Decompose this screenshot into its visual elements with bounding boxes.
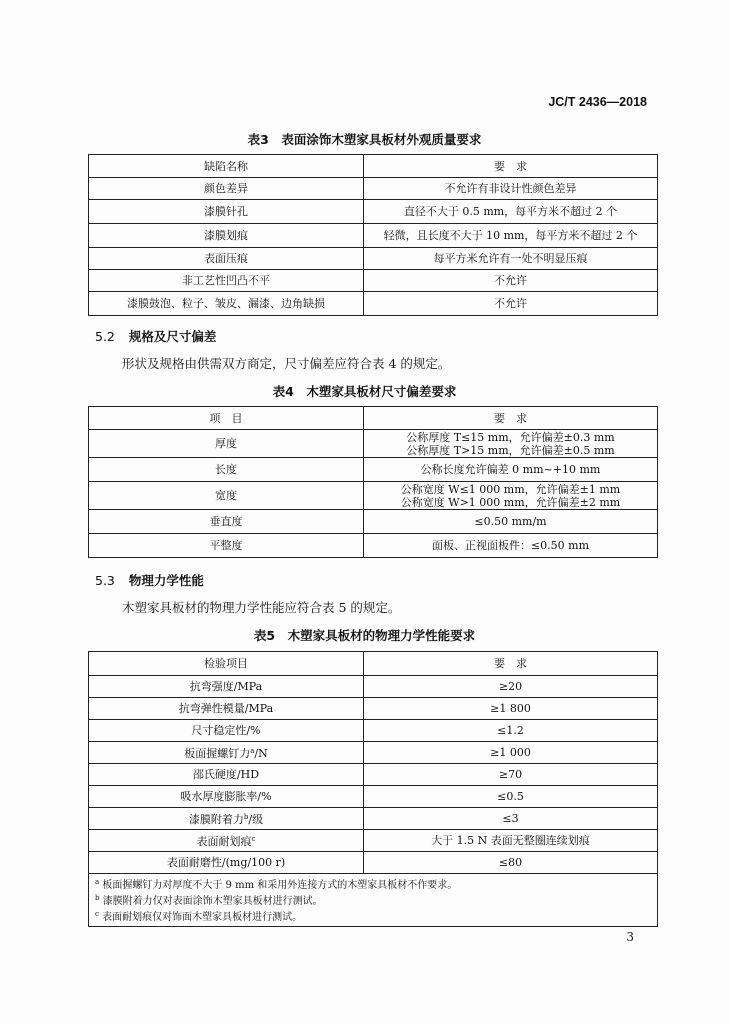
table5-col1-header: 检验项目 — [89, 652, 364, 676]
table3-header-row — [89, 155, 658, 178]
table-row — [89, 720, 658, 742]
table4 — [88, 406, 658, 558]
table5-cell: 大于 1.5 N 表面无整圈连续划痕 — [364, 830, 658, 852]
table5-cell: 表面耐磨性/(mg/100 r) — [89, 852, 364, 874]
footnote-mark: c — [95, 910, 99, 918]
section-5-2-text: 形状及规格由供需双方商定，尺寸偏差应符合表 4 的规定。 — [122, 356, 451, 371]
footnote-mark: a — [250, 747, 255, 755]
table4-cell: 平整度 — [89, 534, 364, 558]
table-row — [89, 808, 658, 830]
table5-cell: ≤3 — [364, 808, 658, 830]
table5-header-row — [89, 652, 658, 676]
table5-cell: ≥1 000 — [364, 742, 658, 764]
table-row — [89, 786, 658, 808]
table5-cell: 邵氏硬度/HD — [89, 764, 364, 786]
table5-item-name: 板面握螺钉力 — [184, 747, 251, 760]
table3-cell: 非工艺性凹凸不平 — [89, 270, 364, 292]
footnote-mark: a — [95, 878, 100, 886]
table5-note — [95, 892, 651, 908]
table5-cell: ≤80 — [364, 852, 658, 874]
table4-caption: 表4 木塑家具板材尺寸偏差要求 — [272, 384, 457, 399]
table5-cell: ≤1.2 — [364, 720, 658, 742]
table3-cell: 直径不大于 0.5 mm，每平方米不超过 2 个 — [364, 200, 658, 224]
table5-cell: ≥20 — [364, 676, 658, 698]
table3-cell: 不允许有非设计性颜色差异 — [364, 178, 658, 200]
table4-req-line: 公称厚度 T>15 mm，允许偏差±0.5 mm — [406, 443, 615, 457]
table5-cell: 尺寸稳定性/% — [89, 720, 364, 742]
table5-caption: 表5 木塑家具板材的物理力学性能要求 — [253, 628, 476, 643]
table3-cell: 漆膜针孔 — [89, 200, 364, 224]
table3-cell: 轻微，且长度不大于 10 mm，每平方米不超过 2 个 — [364, 224, 658, 248]
table3-cell: 漆膜鼓泡、粒子、皱皮、漏漆、边角缺损 — [89, 292, 364, 316]
table3-caption: 表3 表面涂饰木塑家具板材外观质量要求 — [247, 132, 482, 147]
table5-item-unit: /级 — [248, 813, 264, 826]
table-row — [89, 270, 658, 292]
table4-cell — [364, 430, 658, 458]
table3-cell: 不允许 — [364, 270, 658, 292]
section-5-2-heading — [95, 327, 216, 345]
table4-cell: 厚度 — [89, 430, 364, 458]
section-title: 规格及尺寸偏差 — [128, 329, 217, 344]
table3-cell: 不允许 — [364, 292, 658, 316]
note-text: 板面握螺钉力对厚度不大于 9 mm 和采用外连接方式的木塑家具板材不作要求。 — [102, 880, 458, 891]
table5-cell — [89, 742, 364, 764]
table-row — [89, 430, 658, 458]
table4-header-row — [89, 407, 658, 430]
table-row — [89, 224, 658, 248]
table5-cell: 抗弯弹性模量/MPa — [89, 698, 364, 720]
table-row — [89, 852, 658, 874]
section-number: 5.3 — [95, 573, 115, 588]
table5-item-name: 表面耐划痕 — [196, 835, 252, 848]
table5-cell: ≥1 800 — [364, 698, 658, 720]
table-row — [89, 742, 658, 764]
table-row — [89, 534, 658, 558]
table-row — [89, 292, 658, 316]
table4-cell: 面板、正视面板件：≤0.50 mm — [364, 534, 658, 558]
table3 — [88, 154, 658, 316]
table3-cell: 颜色差异 — [89, 178, 364, 200]
table5-cell — [89, 808, 364, 830]
section-title: 物理力学性能 — [128, 573, 204, 588]
table4-col2-header: 要 求 — [364, 407, 658, 430]
footnote-mark: c — [251, 835, 256, 843]
standard-number: JC/T 2436—2018 — [548, 95, 647, 109]
table4-col1-header: 项 目 — [89, 407, 364, 430]
table-row — [89, 248, 658, 270]
table3-col2-header: 要 求 — [364, 155, 658, 178]
table5-note — [95, 908, 651, 924]
section-5-3-heading — [95, 571, 204, 589]
table4-cell: 宽度 — [89, 482, 364, 510]
table-row — [89, 764, 658, 786]
note-text: 漆膜附着力仅对表面涂饰木塑家具板材进行测试。 — [102, 896, 323, 907]
table5-cell: ≤0.5 — [364, 786, 658, 808]
table5-cell — [89, 830, 364, 852]
table4-req-line: 公称厚度 T≤15 mm，允许偏差±0.3 mm — [406, 430, 615, 444]
table3-col1-header: 缺陷名称 — [89, 155, 364, 178]
table5-notes-row — [89, 874, 658, 927]
table-row — [89, 676, 658, 698]
table-row — [89, 178, 658, 200]
table5-note — [95, 876, 651, 892]
table5-cell: 吸水厚度膨胀率/% — [89, 786, 364, 808]
table4-cell: 公称长度允许偏差 0 mm~+10 mm — [364, 458, 658, 482]
page-number: 3 — [626, 930, 634, 944]
table5-notes — [89, 874, 658, 927]
table4-cell: 垂直度 — [89, 510, 364, 534]
note-text: 表面耐划痕仅对饰面木塑家具板材进行测试。 — [102, 912, 303, 923]
table5 — [88, 651, 658, 927]
table-row — [89, 482, 658, 510]
table5-item-name: 漆膜附着力 — [188, 813, 244, 826]
table4-req-line: 公称宽度 W≤1 000 mm，允许偏差±1 mm — [400, 482, 621, 496]
table5-item-unit: /N — [254, 747, 268, 760]
table-row — [89, 200, 658, 224]
table5-cell: ≥70 — [364, 764, 658, 786]
table5-cell: 抗弯强度/MPa — [89, 676, 364, 698]
table4-req-line: 公称宽度 W>1 000 mm，允许偏差±2 mm — [400, 495, 621, 509]
table-row — [89, 830, 658, 852]
table-row — [89, 510, 658, 534]
section-number: 5.2 — [95, 329, 115, 344]
section-5-3-text: 木塑家具板材的物理力学性能应符合表 5 的规定。 — [122, 600, 401, 615]
table-row — [89, 458, 658, 482]
footnote-mark: b — [243, 813, 249, 821]
footnote-mark: b — [95, 894, 100, 902]
table4-cell — [364, 482, 658, 510]
table3-cell: 漆膜划痕 — [89, 224, 364, 248]
table3-cell: 每平方米允许有一处不明显压痕 — [364, 248, 658, 270]
table-row — [89, 698, 658, 720]
table5-col2-header: 要 求 — [364, 652, 658, 676]
table4-cell: ≤0.50 mm/m — [364, 510, 658, 534]
table3-cell: 表面压痕 — [89, 248, 364, 270]
table4-cell: 长度 — [89, 458, 364, 482]
